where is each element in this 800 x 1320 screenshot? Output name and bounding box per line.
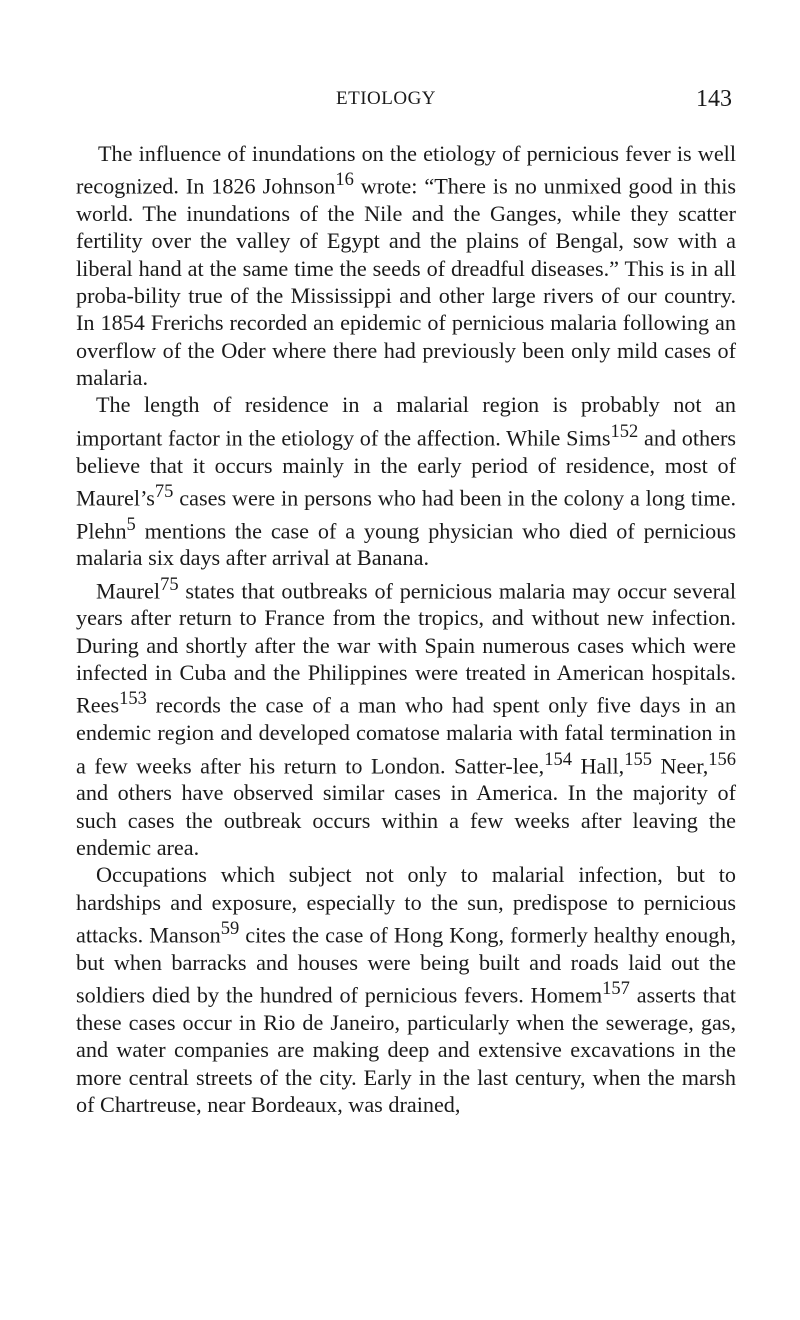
paragraph [76, 140, 736, 391]
footnote-ref: 59 [220, 919, 240, 940]
text-run: cases were in persons who had been in the colony a long time. Plehn [76, 485, 736, 544]
text-run: and others believe that it occurs mainly in the early period of residence, most of Maurel’s [76, 425, 737, 511]
text-run: wrote: “There is no unmixed good in this world. The inundations of the Nile and the Ganges, while they scatter fertility over the valley of Egypt and the plains of Bengal, sow with a liberal hand at the same time the seeds of dreadful diseases.” This is in all proba-bility true of the Mississippi and other large rivers of our country. In 1854 Frerichs recorded an epidemic of pernicious malaria following an overflow of the Oder where there had previously been only mild cases of malaria. [76, 173, 736, 391]
text-run: and others have observed similar cases in America. In the majority of such cases the outbreak occurs within a few weeks after leaving the endemic area. [76, 780, 736, 860]
paragraph [76, 572, 736, 862]
footnote-ref: 75 [154, 481, 174, 502]
footnote-ref: 157 [602, 979, 630, 1000]
footnote-ref: 16 [335, 170, 354, 191]
footnote-ref: 5 [126, 514, 136, 535]
footnote-ref: 155 [624, 749, 652, 770]
text-run: mentions the case of a young physician who died of pernicious malaria six days after arrival at Banana. [76, 518, 736, 571]
text-run: The length of residence in a malarial region is probably not an important factor in the etiology of the affection. While Sims [76, 392, 736, 451]
running-head: ETIOLOGY [336, 88, 437, 109]
text-run: Maurel [96, 578, 161, 604]
book-page [76, 88, 736, 1118]
paragraph [76, 391, 736, 571]
footnote-ref: 153 [119, 689, 147, 710]
body-text [76, 140, 736, 1118]
text-run: Neer, [651, 752, 709, 778]
page-number: 143 [696, 86, 732, 112]
text-run: Occupations which subject not only to malarial infection, but to hardships and exposure, especially to the sun, predispose to pernicious attacks. Manson [76, 862, 736, 948]
paragraph [76, 861, 736, 1118]
text-run: states that outbreaks of pernicious malaria may occur several years after return to France from the tropics, and without new infection. During and shortly after the war with Spain numerous cases which were infected in Cuba and the Philippines were treated in American hospitals. Rees [76, 578, 736, 718]
text-run: records the case of a man who had spent only five days in an endemic region and developed comatose malaria with fatal termination in a few weeks after his return to London. Satter-lee, [76, 692, 736, 778]
text-run: cites the case of Hong Kong, formerly healthy enough, but when barracks and houses were being built and roads laid out the soldiers died by the hundred of pernicious fevers. Homem [76, 922, 737, 1008]
text-run: Hall, [571, 752, 625, 778]
text-run: The influence of inundations on the etiology of pernicious fever is well recognized. In 1826 Johnson [76, 141, 736, 199]
footnote-ref: 156 [708, 749, 737, 770]
footnote-ref: 152 [610, 421, 639, 442]
footnote-ref: 154 [544, 749, 572, 770]
footnote-ref: 75 [160, 574, 179, 595]
page-header [76, 88, 736, 124]
text-run: asserts that these cases occur in Rio de Janeiro, particularly when the sewerage, gas, and water companies are making deep and extensive excavations in the more central streets of the city. Early in the last century, when the marsh of Chartreuse, near Bordeaux, was drained, [76, 982, 736, 1117]
